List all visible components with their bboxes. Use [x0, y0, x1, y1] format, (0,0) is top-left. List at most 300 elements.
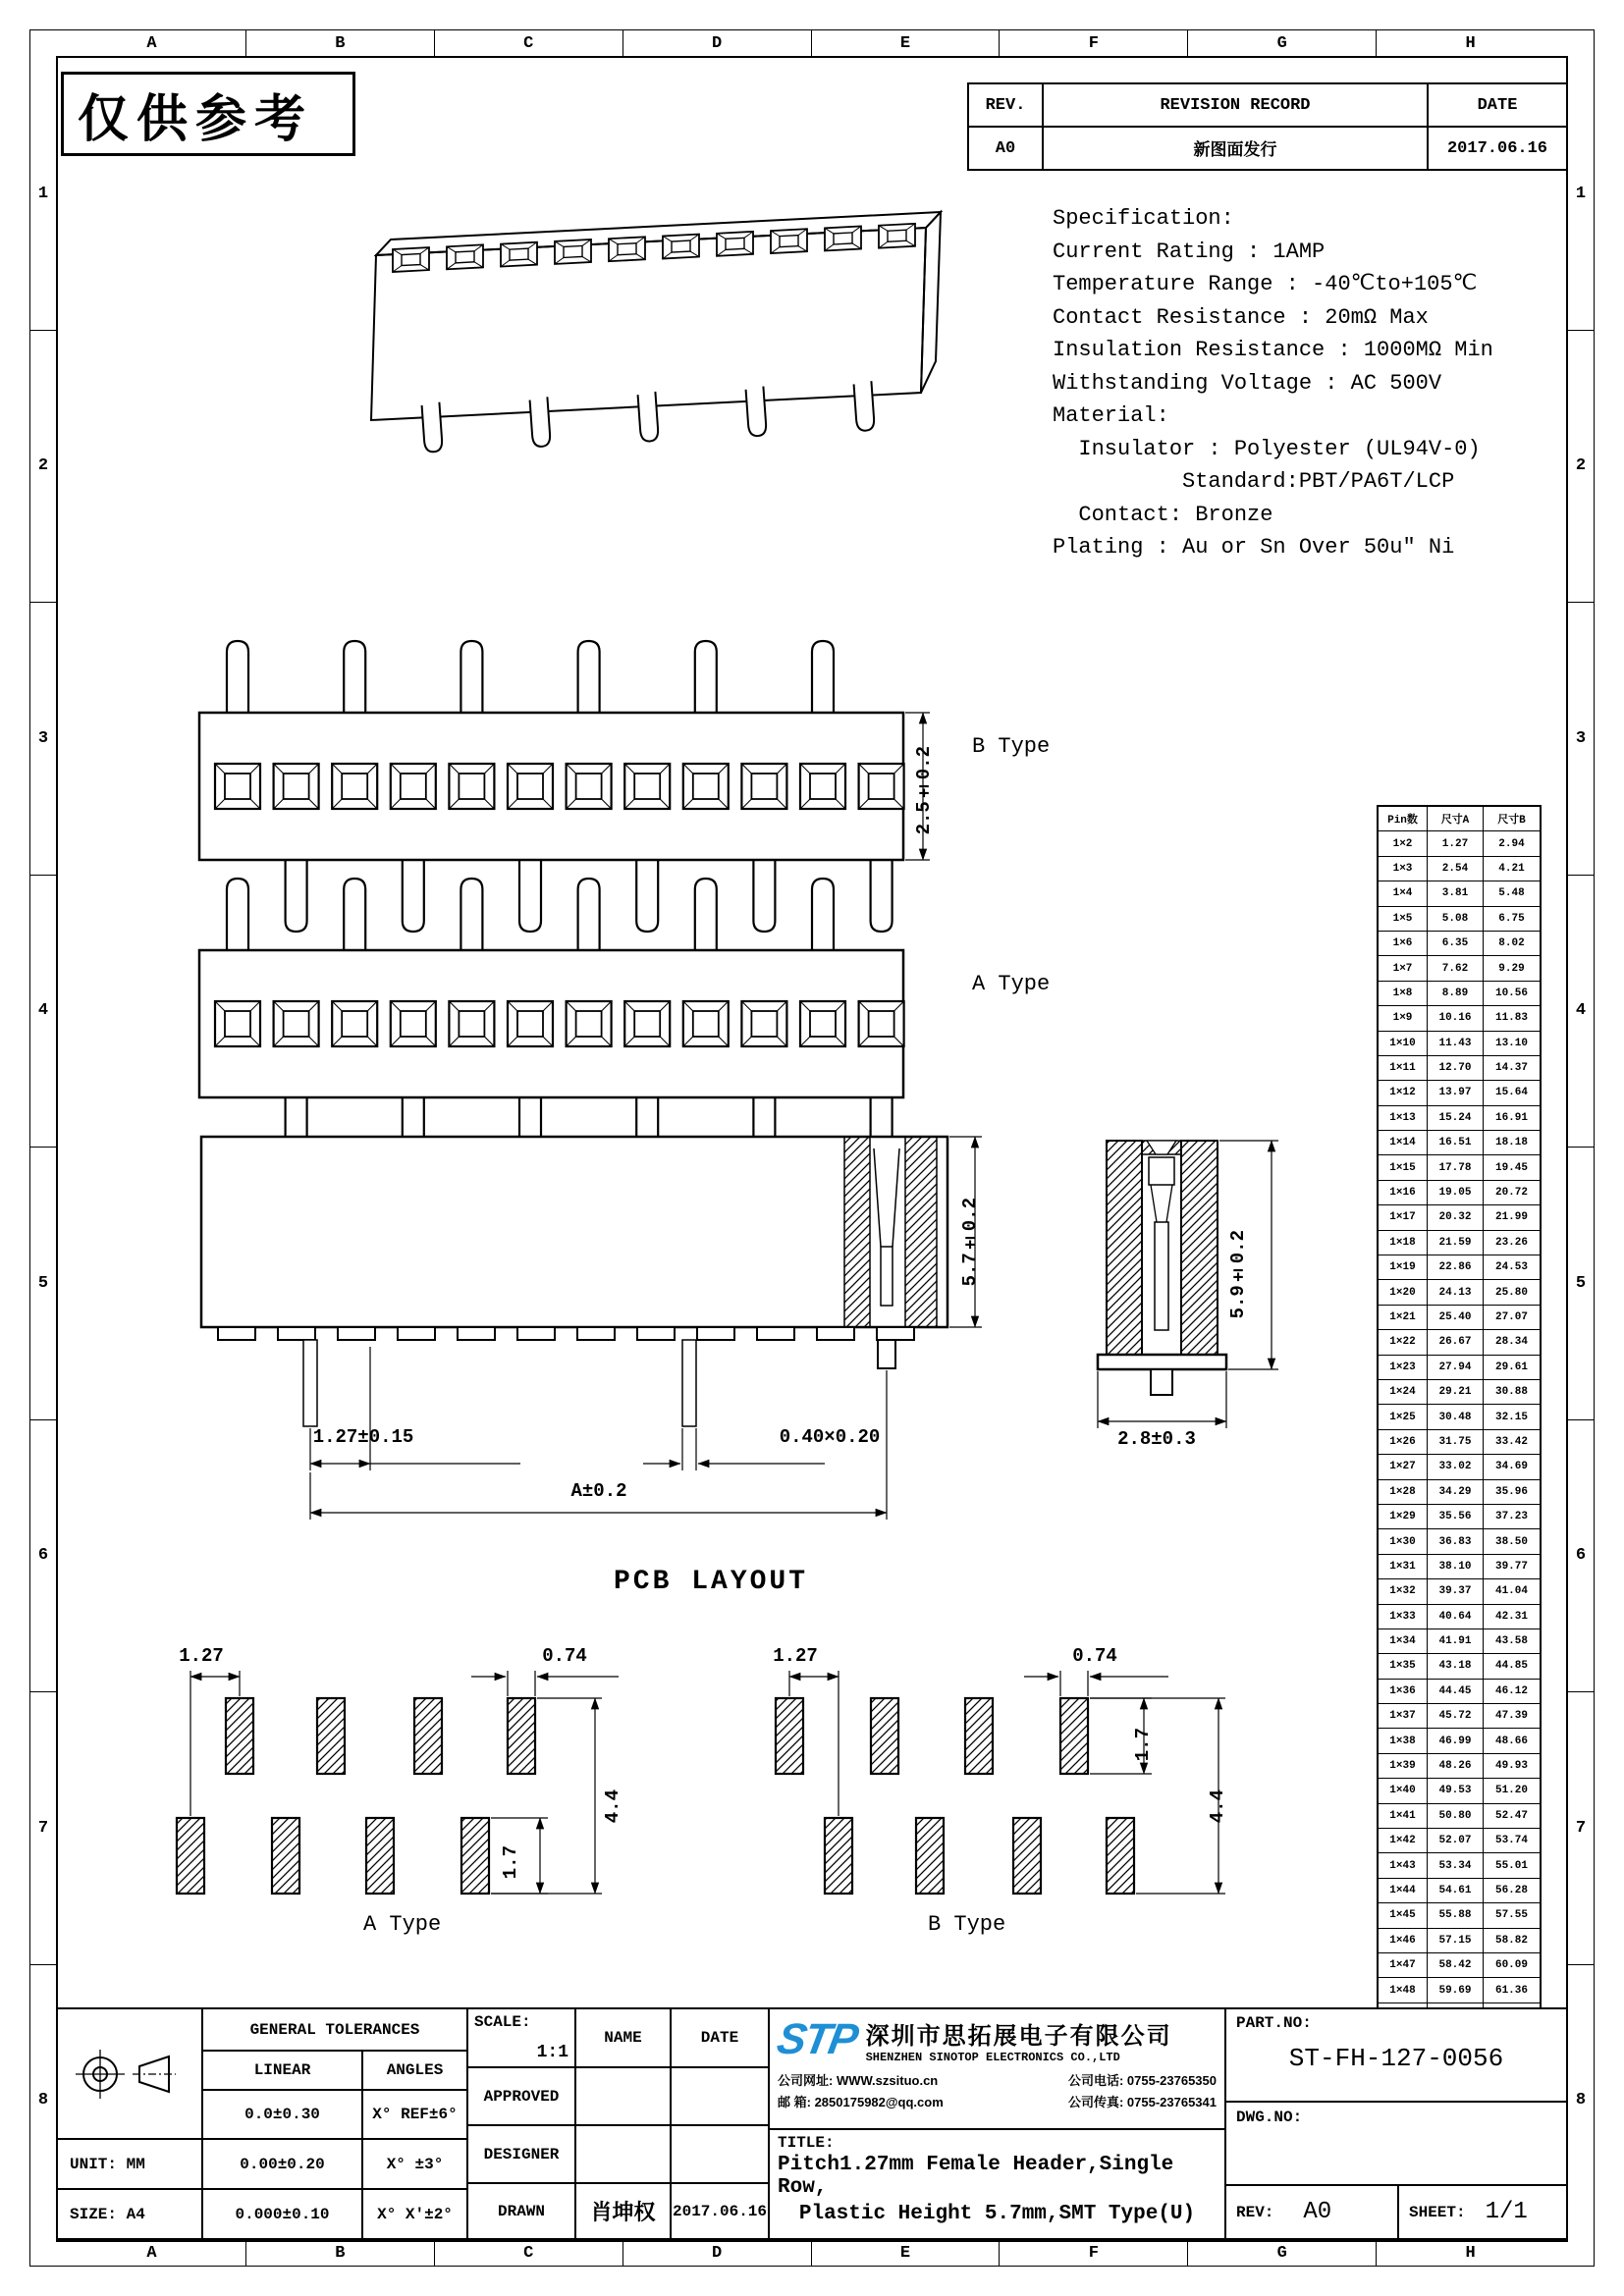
pin-table-cell: 40.64 — [1428, 1605, 1484, 1629]
pin-table-cell: 27.07 — [1494, 1311, 1528, 1323]
table-row — [1379, 1629, 1540, 1653]
spec-line: Temperature Range : -40℃to+105℃ — [1053, 272, 1478, 296]
pin-table-cell: 1×30 — [1379, 1529, 1428, 1553]
table-row — [1379, 1554, 1540, 1578]
dim-section-height: 5.7±0.2 — [959, 1197, 981, 1287]
company-name-cn: 深圳市思拓展电子有限公司 — [865, 2023, 1172, 2050]
designer-date-cell — [670, 2124, 770, 2184]
pin-table-cell: 49.53 — [1428, 1779, 1484, 1802]
border-rows-left — [30, 58, 56, 2236]
drawing-title-line2: Plastic Height 5.7mm,SMT Type(U) — [798, 2203, 1196, 2225]
a-type-view-label: A Type — [972, 972, 1051, 996]
revision-table — [967, 82, 1568, 171]
general-tolerances-header: GENERAL TOLERANCES — [201, 2007, 468, 2052]
pin-table-cell: 1×5 — [1379, 907, 1428, 931]
dim-pcb-b-pad-height: 1.7 — [1132, 1727, 1154, 1762]
pin-table-cell: 54.61 — [1428, 1879, 1484, 1902]
pin-table-cell: 24.13 — [1428, 1280, 1484, 1304]
linear-header: LINEAR — [201, 2050, 363, 2091]
pin-table-header-cell: 尺寸A — [1428, 807, 1484, 830]
sheet-cell — [1397, 2184, 1568, 2240]
angles-header: ANGLES — [361, 2050, 468, 2091]
border-row-6: 6 — [30, 1419, 56, 1692]
pin-table-cell: 11.83 — [1494, 1012, 1528, 1025]
table-row — [1379, 1504, 1540, 1528]
scale-cell — [466, 2007, 576, 2068]
pin-table-cell: 49.93 — [1494, 1760, 1528, 1773]
revision-rev: A0 — [968, 127, 1043, 170]
pin-table-cell: 53.74 — [1494, 1835, 1528, 1847]
pin-table-cell: 5.08 — [1428, 907, 1484, 931]
drawn-name-cell: 肖坤权 — [574, 2182, 672, 2240]
pin-table-cell: 1×8 — [1379, 982, 1428, 1005]
table-row — [1379, 1305, 1540, 1329]
pin-table-cell: 35.96 — [1494, 1485, 1528, 1498]
pin-table-cell: 1×26 — [1379, 1430, 1428, 1454]
dim-detail-width: 2.8±0.3 — [1117, 1428, 1196, 1450]
company-email: 邮 箱: 2850175982@qq.com — [778, 2095, 944, 2109]
name-header-cell: NAME — [574, 2007, 672, 2068]
pin-table-cell: 20.32 — [1428, 1205, 1484, 1229]
pin-table-cell: 16.51 — [1428, 1131, 1484, 1154]
pin-table-cell: 2.54 — [1428, 857, 1484, 881]
table-row — [1379, 1279, 1540, 1304]
pin-table-cell: 7.62 — [1428, 956, 1484, 980]
pin-table-cell: 44.45 — [1428, 1680, 1484, 1703]
table-row — [1379, 1902, 1540, 1927]
pin-table-cell: 13.10 — [1494, 1037, 1528, 1049]
pin-table-cell: 1.27 — [1428, 831, 1484, 855]
table-row — [1379, 1703, 1540, 1728]
table-row — [1379, 1454, 1540, 1478]
table-row — [1379, 1878, 1540, 1902]
table-row — [1379, 1604, 1540, 1629]
table-row — [1379, 955, 1540, 980]
pin-table-cell: 9.29 — [1498, 962, 1525, 975]
table-row — [1379, 1105, 1540, 1130]
size-cell — [56, 2188, 203, 2240]
pin-table-cell: 6.35 — [1428, 932, 1484, 955]
company-fax: 公司传真: 0755-23765341 — [1067, 2095, 1217, 2109]
approved-name-cell — [574, 2066, 672, 2126]
pin-table-cell: 43.18 — [1428, 1654, 1484, 1678]
table-row — [1379, 1404, 1540, 1428]
pin-table-cell: 1×31 — [1379, 1555, 1428, 1578]
border-rows-right — [1568, 58, 1594, 2236]
rev-label: REV: — [1236, 2203, 1274, 2221]
pcb-a-type-label: A Type — [363, 1912, 442, 1937]
border-row-4: 4 — [1568, 875, 1594, 1148]
revision-date: 2017.06.16 — [1428, 127, 1567, 170]
pin-table-cell: 42.31 — [1494, 1610, 1528, 1623]
pin-table-cell: 57.55 — [1494, 1909, 1528, 1922]
pin-table-cell: 12.70 — [1428, 1056, 1484, 1080]
pin-table-cell: 1×44 — [1379, 1879, 1428, 1902]
table-row — [1379, 1055, 1540, 1080]
table-row — [1379, 1728, 1540, 1752]
border-row-3: 3 — [1568, 602, 1594, 875]
table-row — [1379, 981, 1540, 1005]
stp-logo: STP — [773, 2015, 860, 2063]
table-row — [1379, 1379, 1540, 1404]
pin-table-header — [1379, 807, 1540, 830]
pin-table-cell: 1×38 — [1379, 1729, 1428, 1752]
pin-table-cell: 1×13 — [1379, 1106, 1428, 1130]
border-col-H: H — [1376, 2240, 1564, 2266]
pin-table-cell: 29.21 — [1428, 1380, 1484, 1404]
pin-table-cell: 1×19 — [1379, 1255, 1428, 1279]
pin-table-cell: 25.40 — [1428, 1306, 1484, 1329]
dim-pcb-b-pad-width: 0.74 — [1072, 1645, 1117, 1667]
b-type-view-label: B Type — [972, 734, 1051, 759]
pin-table-cell: 1×24 — [1379, 1380, 1428, 1404]
pin-table-cell: 39.37 — [1428, 1579, 1484, 1603]
pin-table-cell: 61.36 — [1494, 1984, 1528, 1997]
unit-cell — [56, 2138, 203, 2190]
spec-line: Contact: Bronze — [1053, 502, 1273, 527]
table-row — [1379, 1852, 1540, 1877]
table-row — [1379, 1355, 1540, 1379]
tolerance-linear-3: 0.000±0.10 — [201, 2188, 363, 2240]
pin-table-cell: 3.81 — [1428, 881, 1484, 905]
third-angle-projection-icon — [71, 2045, 189, 2104]
table-row — [1379, 1180, 1540, 1204]
pin-dimension-table — [1377, 805, 1542, 2055]
spec-line: Withstanding Voltage : AC 500V — [1053, 370, 1442, 396]
pcb-layout-a — [157, 1649, 677, 1909]
pin-table-cell: 1×29 — [1379, 1505, 1428, 1528]
pin-table-cell: 32.15 — [1494, 1411, 1528, 1423]
border-row-6: 6 — [1568, 1419, 1594, 1692]
border-row-1: 1 — [37, 184, 49, 203]
pin-table-cell: 6.75 — [1498, 912, 1525, 925]
company-website: 公司网址: WWW.szsituo.cn — [778, 2073, 939, 2088]
reference-only-stamp: 仅供参考 — [61, 72, 355, 156]
pin-table-cell: 1×21 — [1379, 1306, 1428, 1329]
pin-table-cell: 1×37 — [1379, 1704, 1428, 1728]
dim-overall-width: A±0.2 — [570, 1480, 627, 1502]
pin-table-cell: 58.42 — [1428, 1953, 1484, 1977]
pin-table-cell: 8.89 — [1428, 982, 1484, 1005]
pin-table-cell: 22.86 — [1428, 1255, 1484, 1279]
pin-table-cell: 1×35 — [1379, 1654, 1428, 1678]
pin-table-cell: 10.16 — [1428, 1006, 1484, 1030]
designer-name-cell — [574, 2124, 672, 2184]
table-row — [1379, 1653, 1540, 1678]
pin-table-cell: 5.48 — [1498, 887, 1525, 900]
border-col-G: G — [1187, 30, 1376, 56]
pin-table-cell: 19.05 — [1428, 1181, 1484, 1204]
pin-table-cell: 24.53 — [1494, 1261, 1528, 1274]
border-row-4: 4 — [30, 875, 56, 1148]
pin-table-cell: 52.07 — [1428, 1829, 1484, 1852]
border-col-F: F — [999, 2240, 1187, 2266]
border-row-3: 3 — [30, 602, 56, 875]
pin-table-cell: 1×15 — [1379, 1155, 1428, 1179]
table-row — [1379, 931, 1540, 955]
spec-line: Material: — [1053, 403, 1169, 428]
border-col-H: H — [1376, 30, 1564, 56]
pin-table-cell: 1×17 — [1379, 1205, 1428, 1229]
pin-table-cell: 29.61 — [1494, 1361, 1528, 1373]
pin-table-cell: 18.18 — [1494, 1137, 1528, 1149]
table-row — [1379, 1528, 1540, 1553]
border-col-A: A — [146, 2243, 157, 2263]
pin-table-cell: 37.23 — [1494, 1511, 1528, 1523]
sheet-value: 1/1 — [1485, 2199, 1528, 2225]
border-columns-bottom — [58, 2240, 1564, 2266]
tolerance-linear-2: 0.00±0.20 — [201, 2138, 363, 2190]
pin-table-cell: 1×6 — [1379, 932, 1428, 955]
size-label: SIZE: A4 — [70, 2205, 145, 2223]
pin-table-cell: 43.58 — [1494, 1635, 1528, 1648]
pin-table-cell: 47.39 — [1494, 1710, 1528, 1723]
pin-table-cell: 1×2 — [1379, 831, 1428, 855]
dim-pcb-a-pad-height: 1.7 — [500, 1844, 521, 1880]
part-no-value: ST-FH-127-0056 — [1288, 2044, 1504, 2073]
pin-table-cell: 1×18 — [1379, 1231, 1428, 1255]
drawn-cell: DRAWN — [466, 2182, 576, 2240]
rev-value: A0 — [1303, 2199, 1332, 2225]
spec-line: Insulator : Polyester (UL94V-0) — [1053, 436, 1481, 461]
pin-table-cell: 39.77 — [1494, 1560, 1528, 1573]
border-row-7: 7 — [30, 1691, 56, 1964]
pin-table-cell: 46.12 — [1494, 1684, 1528, 1697]
pin-table-cell: 48.26 — [1428, 1754, 1484, 1778]
pin-table-cell: 41.04 — [1494, 1585, 1528, 1598]
designer-cell: DESIGNER — [466, 2124, 576, 2184]
pin-table-cell: 57.15 — [1428, 1929, 1484, 1952]
border-columns-top — [58, 30, 1564, 56]
pin-table-cell: 1×22 — [1379, 1330, 1428, 1354]
spec-line: Specification: — [1053, 206, 1234, 231]
pin-table-cell: 28.34 — [1494, 1336, 1528, 1349]
dim-pcb-b-span: 4.4 — [1207, 1789, 1228, 1824]
border-col-E: E — [811, 30, 1000, 56]
sheet-label: SHEET: — [1409, 2203, 1466, 2221]
tolerance-linear-1: 0.0±0.30 — [201, 2089, 363, 2140]
pin-table-cell: 1×11 — [1379, 1056, 1428, 1080]
scale-value: 1:1 — [536, 2043, 568, 2062]
tolerance-angle-1: X° REF±6° — [361, 2089, 468, 2140]
pin-table-cell: 1×40 — [1379, 1779, 1428, 1802]
part-no-cell — [1224, 2007, 1568, 2103]
isometric-view — [361, 204, 970, 450]
pin-table-cell: 1×23 — [1379, 1356, 1428, 1379]
pin-table-cell: 1×46 — [1379, 1929, 1428, 1952]
pin-table-cell: 55.01 — [1494, 1859, 1528, 1872]
pin-table-cell: 19.45 — [1494, 1161, 1528, 1174]
pin-table-cell: 1×39 — [1379, 1754, 1428, 1778]
revision-header-date: DATE — [1428, 83, 1567, 127]
border-col-E: E — [811, 2240, 1000, 2266]
pin-table-cell: 1×33 — [1379, 1605, 1428, 1629]
pin-table-cell: 35.56 — [1428, 1505, 1484, 1528]
pin-table-cell: 60.09 — [1494, 1959, 1528, 1972]
spec-line: Insulation Resistance : 1000MΩ Min — [1053, 338, 1493, 362]
pin-table-cell: 1×34 — [1379, 1629, 1428, 1653]
pin-table-cell: 21.59 — [1428, 1231, 1484, 1255]
pin-table-cell: 46.99 — [1428, 1729, 1484, 1752]
dim-pin-pitch: 1.27±0.15 — [312, 1426, 414, 1448]
spec-line: Current Rating : 1AMP — [1053, 239, 1326, 264]
dim-front-height-b: 2.5±0.2 — [913, 745, 935, 835]
rev-cell — [1224, 2184, 1399, 2240]
pcb-layout-title: PCB LAYOUT — [614, 1567, 809, 1597]
approved-cell: APPROVED — [466, 2066, 576, 2126]
pin-table-cell: 1×3 — [1379, 857, 1428, 881]
table-row — [1379, 1031, 1540, 1055]
scale-label: SCALE: — [474, 2013, 531, 2031]
table-row — [1379, 1578, 1540, 1603]
pin-table-cell: 41.91 — [1428, 1629, 1484, 1653]
table-row — [1379, 1928, 1540, 1952]
table-row — [1379, 830, 1540, 855]
table-row — [1379, 1952, 1540, 1977]
company-block — [768, 2007, 1226, 2130]
pin-table-cell: 20.72 — [1494, 1187, 1528, 1200]
dwg-no-label: DWG.NO: — [1236, 2109, 1303, 2126]
pin-table-cell: 1×36 — [1379, 1680, 1428, 1703]
table-row — [1379, 1429, 1540, 1454]
unit-label: UNIT: MM — [70, 2155, 145, 2173]
pin-table-cell: 36.83 — [1428, 1529, 1484, 1553]
dim-pcb-a-span: 4.4 — [602, 1789, 623, 1824]
pin-table-cell: 27.94 — [1428, 1356, 1484, 1379]
pin-table-cell: 15.24 — [1428, 1106, 1484, 1130]
pin-table-cell: 1×4 — [1379, 881, 1428, 905]
border-col-D: D — [623, 30, 811, 56]
table-row — [1379, 1230, 1540, 1255]
table-row — [1379, 1803, 1540, 1828]
dwg-no-cell — [1224, 2101, 1568, 2186]
pin-table-cell: 14.37 — [1494, 1062, 1528, 1075]
drawn-date-cell: 2017.06.16 — [670, 2182, 770, 2240]
border-col-C: C — [434, 2240, 623, 2266]
tolerance-angle-2: X° ±3° — [361, 2138, 468, 2190]
border-col-A: A — [146, 33, 157, 53]
pin-table-cell: 1×32 — [1379, 1579, 1428, 1603]
table-row — [1379, 1154, 1540, 1179]
pin-table-header-cell: Pin数 — [1379, 807, 1428, 830]
pin-table-cell: 58.82 — [1494, 1934, 1528, 1947]
pin-table-cell: 15.64 — [1494, 1087, 1528, 1099]
table-row — [1379, 1329, 1540, 1354]
pin-table-cell: 10.56 — [1494, 987, 1528, 999]
pin-table-cell: 1×7 — [1379, 956, 1428, 980]
border-col-D: D — [623, 2240, 811, 2266]
approved-date-cell — [670, 2066, 770, 2126]
pin-table-cell: 34.69 — [1494, 1461, 1528, 1473]
pin-table-cell: 51.20 — [1494, 1785, 1528, 1797]
spec-line: Contact Resistance : 20mΩ Max — [1053, 304, 1429, 330]
pin-table-cell: 48.66 — [1494, 1735, 1528, 1747]
pin-table-cell: 1×16 — [1379, 1181, 1428, 1204]
table-row — [1379, 1679, 1540, 1703]
pin-table-cell: 31.75 — [1428, 1430, 1484, 1454]
revision-header-rev: REV. — [968, 83, 1043, 127]
table-row — [1379, 881, 1540, 905]
pin-table-cell: 33.42 — [1494, 1435, 1528, 1448]
tolerance-angle-3: X° X'±2° — [361, 2188, 468, 2240]
border-row-7: 7 — [1568, 1691, 1594, 1964]
pin-table-cell: 1×47 — [1379, 1953, 1428, 1977]
pin-table-cell: 34.29 — [1428, 1480, 1484, 1504]
pin-table-cell: 16.91 — [1494, 1111, 1528, 1124]
pin-table-cell: 1×28 — [1379, 1480, 1428, 1504]
table-row — [1379, 1753, 1540, 1778]
dim-pin-size: 0.40×0.20 — [779, 1426, 881, 1448]
pin-table-cell: 26.67 — [1428, 1330, 1484, 1354]
table-row — [1379, 1080, 1540, 1104]
title-cell — [768, 2128, 1226, 2240]
table-row — [1379, 1255, 1540, 1279]
border-row-8: 8 — [30, 1964, 56, 2237]
dim-pcb-b-pitch: 1.27 — [773, 1645, 818, 1667]
pin-table-cell: 33.02 — [1428, 1455, 1484, 1478]
pin-table-cell: 1×12 — [1379, 1081, 1428, 1104]
pin-table-cell: 1×45 — [1379, 1903, 1428, 1927]
border-row-1: 1 — [1575, 184, 1587, 203]
pin-table-cell: 2.94 — [1498, 837, 1525, 850]
pin-table-cell: 4.21 — [1498, 862, 1525, 875]
spec-line: Standard:PBT/PA6T/LCP — [1053, 469, 1455, 494]
pin-table-cell: 17.78 — [1428, 1155, 1484, 1179]
pin-table-cell: 8.02 — [1498, 937, 1525, 950]
date-header-cell: DATE — [670, 2007, 770, 2068]
pin-table-cell: 1×48 — [1379, 1978, 1428, 2002]
pin-table-cell: 1×43 — [1379, 1853, 1428, 1877]
pin-table-cell: 1×27 — [1379, 1455, 1428, 1478]
pin-table-cell: 11.43 — [1428, 1032, 1484, 1055]
pin-table-cell: 1×20 — [1379, 1280, 1428, 1304]
a-type-front-view — [191, 876, 967, 1172]
border-col-F: F — [999, 30, 1187, 56]
revision-header-record: REVISION RECORD — [1043, 83, 1428, 127]
pin-table-cell: 59.69 — [1428, 1978, 1484, 2002]
side-section-view — [196, 1129, 992, 1541]
table-row — [1379, 1778, 1540, 1802]
pin-table-cell: 30.48 — [1428, 1405, 1484, 1428]
dim-pcb-a-pitch: 1.27 — [179, 1645, 224, 1667]
spec-line: Plating : Au or Sn Over 50u″ Ni — [1053, 535, 1455, 560]
pin-table-cell: 13.97 — [1428, 1081, 1484, 1104]
title-label: TITLE: — [778, 2134, 835, 2152]
border-row-2: 2 — [1568, 330, 1594, 603]
border-col-B: B — [245, 30, 434, 56]
pin-table-cell: 38.50 — [1494, 1535, 1528, 1548]
border-col-C: C — [434, 30, 623, 56]
table-row — [1379, 1005, 1540, 1030]
pin-table-header-cell: 尺寸B — [1497, 815, 1526, 828]
table-row — [1379, 1479, 1540, 1504]
pin-table-cell: 23.26 — [1494, 1236, 1528, 1249]
specification-text — [1053, 202, 1493, 564]
border-row-8: 8 — [1568, 1964, 1594, 2237]
pin-table-cell: 1×10 — [1379, 1032, 1428, 1055]
pin-table-cell: 45.72 — [1428, 1704, 1484, 1728]
dim-detail-height: 5.9±0.2 — [1227, 1229, 1249, 1319]
pin-table-cell: 55.88 — [1428, 1903, 1484, 1927]
revision-record: 新图面发行 — [1043, 127, 1428, 170]
table-row — [1379, 1828, 1540, 1852]
border-col-G: G — [1187, 2240, 1376, 2266]
pin-table-cell: 38.10 — [1428, 1555, 1484, 1578]
pin-table-cell: 1×42 — [1379, 1829, 1428, 1852]
pin-table-cell: 44.85 — [1494, 1660, 1528, 1673]
table-row — [1379, 1204, 1540, 1229]
pin-table-cell: 21.99 — [1494, 1211, 1528, 1224]
